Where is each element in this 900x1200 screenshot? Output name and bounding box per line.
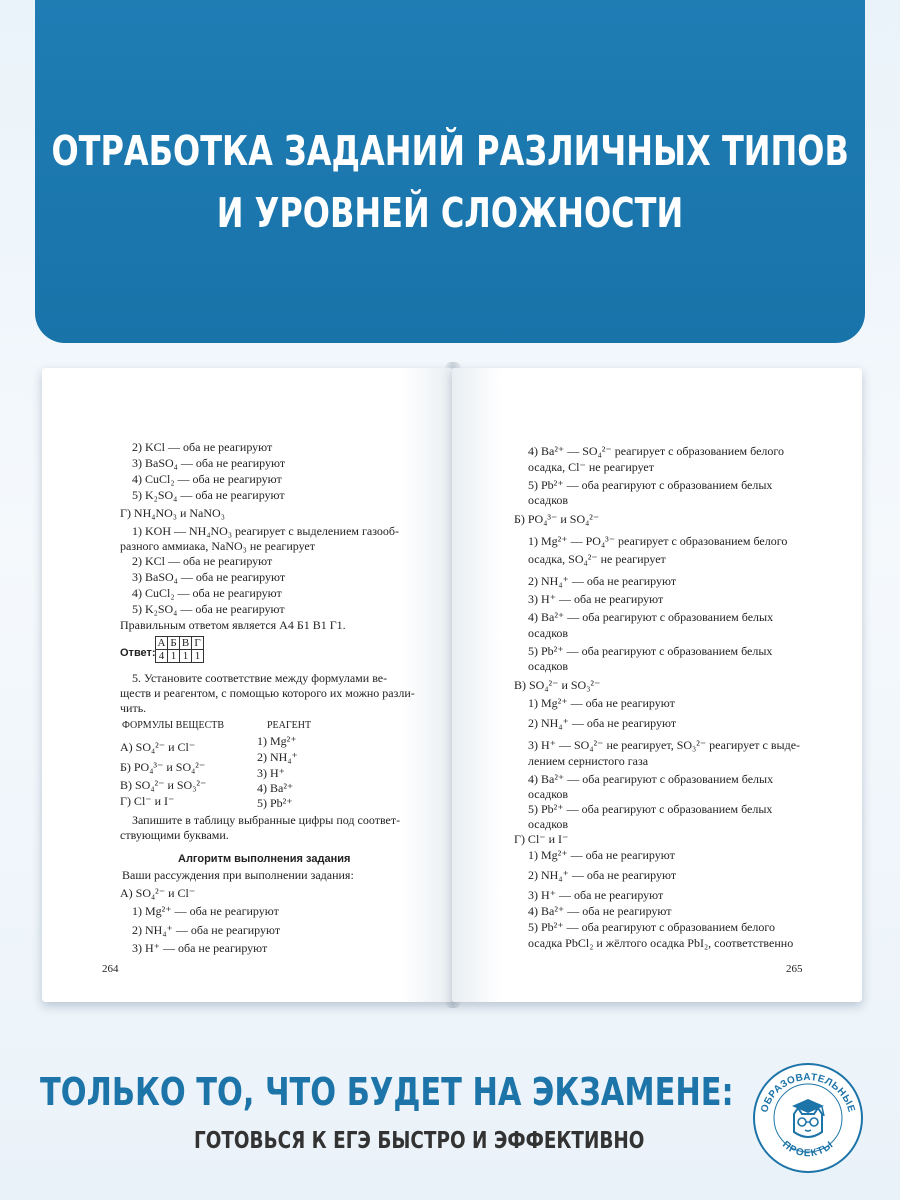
banner-title-line1: ОТРАБОТКА ЗАДАНИЙ РАЗЛИЧНЫХ ТИПОВ <box>51 126 849 175</box>
task-text: чить. <box>120 701 147 715</box>
formula-option: Г) Cl⁻ и I⁻ <box>120 794 175 808</box>
text-line: Г) Cl⁻ и I⁻ <box>514 832 569 846</box>
text-line: осадка, Cl⁻ не реагирует <box>528 460 654 474</box>
text-line: Г) NH₄NO₃ и NaNO₃ <box>120 506 225 520</box>
text-line: 2) KCl — оба не реагируют <box>132 440 273 454</box>
logo-top-text: ОБРАЗОВАТЕЛЬНЫЕ <box>759 1071 857 1114</box>
text-line: 3) BaSO₄ — оба не реагируют <box>132 456 286 470</box>
task-text: ществ и реагентом, с помощью которого их можно разли- <box>120 686 415 700</box>
publisher-logo <box>752 1062 864 1174</box>
text-line: Правильным ответом является А4 Б1 В1 Г1. <box>120 618 346 632</box>
text-line: 5) Pb²⁺ — оба реагируют с образованием белого <box>528 920 775 934</box>
page-number: 264 <box>102 963 119 975</box>
text-line: 2) NH₄⁺ — оба не реагируют <box>528 716 677 730</box>
reagent-option: 5) Pb²⁺ <box>257 796 293 810</box>
text-line: 4) CuCl₂ — оба не реагируют <box>132 472 282 486</box>
answer-value-cell: 4 <box>156 650 168 663</box>
text-line: осадков <box>528 626 569 640</box>
text-line: разного аммиака, NaNO₃ не реагирует <box>120 539 315 553</box>
formula-option: А) SO₄²⁻ и Cl⁻ <box>120 740 196 754</box>
text-line: 3) H⁺ — SO₄²⁻ не реагирует, SO₃²⁻ реагирует с выде- <box>528 738 801 752</box>
formula-option: Б) PO₄³⁻ и SO₄²⁻ <box>120 760 206 774</box>
answer-value-cell: 1 <box>180 650 192 663</box>
answer-value-cell: 1 <box>168 650 180 663</box>
text-line: осадков <box>528 787 569 801</box>
instruction-text: ствующими буквами. <box>120 828 229 842</box>
text-line: осадка PbCl₂ и жёлтого осадка PbI₂, соответственно <box>528 936 794 950</box>
column-heading: РЕАГЕНТ <box>267 720 312 731</box>
answer-value-cell: 1 <box>192 650 204 663</box>
text-line: осадков <box>528 659 569 673</box>
text-line: 1) Mg²⁺ — оба не реагируют <box>528 848 675 862</box>
answer-head-cell: Б <box>168 637 180 650</box>
left-page <box>42 368 452 1002</box>
text-line: 3) BaSO₄ — оба не реагируют <box>132 570 286 584</box>
logo-bottom-text: ПРОЕКТЫ <box>780 1139 836 1160</box>
task-text: 5. Установите соответствие между формулами ве- <box>132 671 388 685</box>
text-line: Ваши рассуждения при выполнении задания: <box>122 868 354 882</box>
instruction-text: Запишите в таблицу выбранные цифры под соответ- <box>132 813 401 827</box>
text-line: 1) Mg²⁺ — оба не реагируют <box>528 696 675 710</box>
answer-head-cell: Г <box>192 637 204 650</box>
answer-table <box>155 636 204 663</box>
formula-option: В) SO₄²⁻ и SO₃²⁻ <box>120 778 207 792</box>
algorithm-title: Алгоритм выполнения задания <box>178 853 351 865</box>
text-line: 4) CuCl₂ — оба не реагируют <box>132 586 282 600</box>
text-line: осадков <box>528 493 569 507</box>
reagent-option: 3) H⁺ <box>257 766 285 780</box>
text-line: 2) NH₄⁺ — оба не реагируют <box>132 923 281 937</box>
text-line: 5) Pb²⁺ — оба реагируют с образованием белых <box>528 802 773 816</box>
text-line: В) SO₄²⁻ и SO₃²⁻ <box>514 678 601 692</box>
reagent-option: 4) Ba²⁺ <box>257 781 294 795</box>
column-heading: ФОРМУЛЫ ВЕЩЕСТВ <box>122 720 225 731</box>
answer-head-cell: А <box>156 637 168 650</box>
text-line: осадков <box>528 817 569 831</box>
banner-title-line2: И УРОВНЕЙ СЛОЖНОСТИ <box>216 188 684 237</box>
text-line: 1) Mg²⁺ — оба не реагируют <box>132 904 279 918</box>
right-page <box>452 368 862 1002</box>
subline: ГОТОВЬСЯ К ЕГЭ БЫСТРО И ЭФФЕКТИВНО <box>194 1128 645 1154</box>
text-line: 4) Ba²⁺ — SO₄²⁻ реагирует с образованием белого <box>528 444 785 458</box>
title-banner <box>35 0 865 343</box>
text-line: осадка, SO₄²⁻ не реагирует <box>528 552 666 566</box>
cat-mascot-icon <box>792 1099 824 1137</box>
text-line: 3) H⁺ — оба не реагируют <box>528 888 664 902</box>
text-line: 5) Pb²⁺ — оба реагируют с образованием белых <box>528 644 773 658</box>
page-number: 265 <box>786 963 803 975</box>
text-line: 5) Pb²⁺ — оба реагируют с образованием белых <box>528 478 773 492</box>
tagline: ТОЛЬКО ТО, ЧТО БУДЕТ НА ЭКЗАМЕНЕ: <box>40 1070 734 1114</box>
text-line: 5) K₂SO₄ — оба не реагируют <box>132 602 285 616</box>
text-line: 2) NH₄⁺ — оба не реагируют <box>528 574 677 588</box>
text-line: 4) Ba²⁺ — оба не реагируют <box>528 904 672 918</box>
text-line: 3) H⁺ — оба не реагируют <box>132 941 268 955</box>
reagent-option: 1) Mg²⁺ <box>257 734 297 748</box>
text-line: 3) H⁺ — оба не реагируют <box>528 592 664 606</box>
text-line: 2) KCl — оба не реагируют <box>132 554 273 568</box>
answer-head-cell: В <box>180 637 192 650</box>
reagent-option: 2) NH₄⁺ <box>257 750 298 764</box>
text-line: 2) NH₄⁺ — оба не реагируют <box>528 868 677 882</box>
text-line: 4) Ba²⁺ — оба реагируют с образованием белых <box>528 772 774 786</box>
text-line: лением сернистого газа <box>528 754 649 768</box>
text-line: 4) Ba²⁺ — оба реагируют с образованием белых <box>528 610 774 624</box>
text-line: 1) KOH — NH₄NO₃ реагирует с выделением газооб- <box>132 524 400 538</box>
text-line: Б) PO₄³⁻ и SO₄²⁻ <box>514 512 600 526</box>
open-book <box>40 362 865 1010</box>
text-line: 1) Mg²⁺ — PO₄³⁻ реагирует с образованием белого <box>528 534 788 548</box>
text-line: А) SO₄²⁻ и Cl⁻ <box>120 886 196 900</box>
answer-label: Ответ: <box>120 647 156 659</box>
text-line: 5) K₂SO₄ — оба не реагируют <box>132 488 285 502</box>
